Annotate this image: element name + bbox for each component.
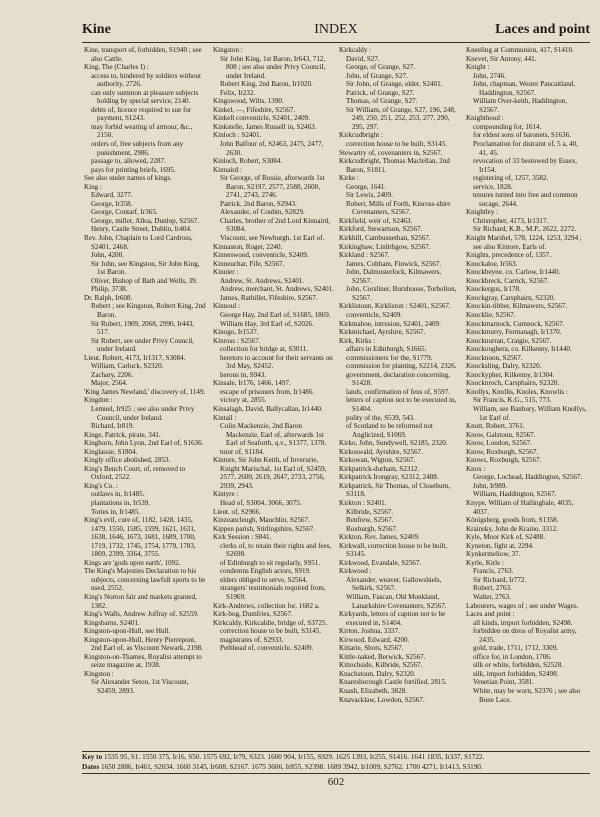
- index-entry: Königsberg, goods from, S1358.: [466, 516, 559, 525]
- index-entry: for eldest sons of baronets, S1636.: [473, 131, 571, 140]
- index-entry: Viscount, see Newburgh, 1st Earl of.: [220, 234, 325, 243]
- index-entry: Kirton, Joshua, 3337.: [339, 627, 400, 636]
- index-entry: Kingston-upon-Hull, Henry Pierrepont, 2nd Earl of, as Viscount Newark, 2198.: [84, 635, 203, 653]
- index-entry: Felix, Ir232.: [220, 88, 256, 97]
- index-entry: Robert King, 2nd Baron, Ir1020.: [220, 80, 313, 89]
- index-entry: service, 1828.: [473, 182, 513, 191]
- index-entry: Kirko, John, Sundywell, S2185, 2320.: [339, 439, 448, 448]
- index-entry: Kinkel, —, Fifeshire, S2567.: [213, 105, 296, 114]
- index-entry: Lemuel, Ir925 ; see also under Privy Council, under Ireland.: [91, 404, 195, 422]
- index-entry: Kirwood, Edward, 4200.: [339, 635, 410, 644]
- index-entry: Kyrle, Kirle :: [466, 558, 505, 567]
- index-entry: all kinds, import forbidden, S2498.: [473, 618, 573, 627]
- index-entry: heretors to account for their servants on 3rd May, S2452.: [220, 353, 333, 371]
- index-entry: Kirkpatrick Irongray, S2312, 2488.: [339, 473, 439, 482]
- index-entry: Sir Robert, 1909, 2068, 2990, Ir443, 517.: [91, 319, 195, 337]
- index-entry: Kine, transport of, forbidden, S1940 ; see also Cattle.: [84, 46, 202, 63]
- index-entry: Sir William, of Grange, S27, 196, 248, 249, 250, 251, 252, 253, 277, 290, 295, 297.: [346, 105, 456, 131]
- index-entry: Knockoughera, co. Kilkenny, Ir1440.: [466, 345, 572, 354]
- index-entry: James, Cobham, Finwick, S2567.: [346, 259, 442, 268]
- index-entry: George Hay, 2nd Earl of, S1685, 1869.: [220, 310, 331, 319]
- index-entry: Knockin-tibber, Kilmawers, S2567.: [466, 302, 568, 311]
- index-entry: King's Co. :: [84, 481, 118, 490]
- index-entry: Kinnier :: [213, 268, 239, 277]
- index-entry: Knox :: [466, 464, 486, 473]
- index-entry: Charles, brother of 2nd Lord Kinnaird, S3084.: [220, 216, 331, 234]
- index-entry: Knocknoon, S2567.: [466, 353, 523, 362]
- index-entry: Kingston :: [84, 669, 114, 678]
- index-entry: Kingswood, Wilts, 1390.: [213, 97, 284, 106]
- index-entry: Sir Francis, K.G., 515, 773.: [473, 396, 552, 405]
- index-entry: Kinsalagh, David, Ballycallan, Ir1440.: [213, 404, 323, 413]
- index-entry: White, may be worn, S2376 ; see also Bone Lace.: [473, 687, 581, 704]
- index-entry: Major, 2564.: [91, 379, 128, 388]
- index-entry: Laces and point :: [466, 610, 515, 619]
- index-entry: John, chapman, Wester Pancaitland, Haddington, S2567.: [473, 80, 576, 97]
- index-entry: Kintyre :: [213, 490, 239, 499]
- index-entry: George, of Grange, S27.: [346, 63, 416, 72]
- index-entry: Kirk-Andrews, collection for, 1682 a.: [213, 601, 320, 610]
- index-entry: King, The (Charles I) :: [84, 63, 149, 72]
- index-entry: Rev. John, Chaplain to Lord Cardross, S2401, 2468.: [84, 234, 193, 251]
- index-entry: Krainsky, John de Kraino, 3312.: [466, 524, 558, 533]
- index-entry: Knight Marshel, 578, 1224, 1253, 3294 ; see also Kintore, Earls of.: [466, 234, 582, 251]
- index-entry: Know, Loudon, S2567.: [466, 439, 532, 448]
- index-entry: Knockmarnock, Cumnock, S2567.: [466, 319, 565, 328]
- index-entry: Richard, Ir819.: [91, 422, 135, 431]
- index-entry: Knockergus, Ir178.: [466, 285, 521, 294]
- index-entry: Kirkcaldy, Kirkcaldie, bridge of, S3725.: [213, 618, 328, 627]
- index-entry: Kirkford, Stewartson, S2567.: [339, 225, 423, 234]
- index-entry: Kirkwall, correction house to be built, S3145.: [339, 541, 448, 559]
- index-entry: Kilbride, S2567.: [346, 507, 394, 516]
- index-column-2: [213, 46, 335, 653]
- index-entry: William Hay, 3rd Earl of, S2026.: [220, 319, 314, 328]
- index-entry: Alexander, of Coubin, S2829.: [220, 208, 305, 217]
- index-entry: Head of, S3004, 3066, 3075.: [220, 498, 302, 507]
- index-entry: Know, Roxburgh, S2567.: [466, 447, 539, 456]
- index-entry: Kinghorn, John Lyon, 2nd Earl of, S1636.: [84, 439, 204, 448]
- index-entry: Kinge, Patrick, pirate, 341.: [84, 430, 161, 439]
- index-entry: Lieut. of, S2966.: [213, 507, 261, 516]
- index-entry: Kirklistoun, Kirkliston : S2401, S2567.: [339, 302, 451, 311]
- index-entry: Kirkinghaw, Linlithgow, S2567.: [339, 242, 431, 251]
- index-entry: affairs in Edinburgh, S1665.: [346, 345, 427, 354]
- key-to-dates-row: [82, 752, 590, 762]
- index-entry: Christopher, 4173, Ir1317.: [473, 216, 549, 225]
- index-entry: Kirke :: [339, 174, 359, 183]
- index-entry: Colin Mackenzie, 2nd Baron Mackenzie, Earl of, afterwards 1st Earl of Seaforth, q.v., S1377, 1378.: [220, 422, 327, 448]
- index-entry: William, Fascan, Old Monkland, Lanarkshire Covenanters, S2567.: [346, 593, 447, 610]
- index-entry: Kinzeancleugh, Mauchlin, S2567.: [213, 516, 310, 525]
- index-entry: correction house to be built, S3145.: [346, 140, 448, 149]
- header-left: Kine: [82, 22, 111, 37]
- index-entry: passage to, allowed, 2287.: [91, 157, 166, 166]
- index-entry: 'King James Newland,' discovery of, 1149.: [84, 387, 206, 396]
- index-entry: Knachstoun, Dalry, S2320.: [339, 669, 416, 678]
- index-entry: access to, hindered by soldiers without authority, 2726.: [91, 71, 201, 89]
- index-entry: Sir John, see Kingston, Sir John King, 1st Baron.: [91, 259, 200, 277]
- index-entry: outlaws in, Ir1485.: [91, 490, 145, 499]
- index-entry: Knightley :: [466, 208, 499, 217]
- index-entry: Sir Robert, see under Privy Council, under Ireland.: [91, 336, 195, 354]
- index-entry: Kirkowan, Wigton, S2567.: [339, 456, 416, 465]
- index-entry: Kinkell conventicle, S2401, 2409.: [213, 114, 310, 123]
- index-entry: William, see Banbury, William Knollys, 1st Earl of.: [473, 404, 587, 422]
- index-entry: Kirk, Kirks :: [339, 336, 376, 345]
- index-entry: George, Lochead, Haddington, S2567.: [473, 473, 583, 482]
- index-entry: Knaresborough Castle fortified, 2815.: [339, 678, 447, 687]
- index-entry: polity of the, S539, 543.: [346, 413, 415, 422]
- key-label: Key to: [82, 753, 103, 761]
- index-entry: King's evil, cure of, 1182, 1428, 1435, 1479, 1550, 1585, 1599, 1621, 1631, 1638, 1646, 1673, 1681, 1689, 1700, 1719, 1732, 1745, 1754, 1779, 1783, 1809, 2399, 3364, 3755.: [84, 516, 196, 559]
- index-entry: Kirkcaldy :: [339, 46, 372, 54]
- index-entry: Knott, Robert, 3761.: [466, 422, 525, 431]
- index-entry: Know, Galstoun, S2567.: [466, 430, 536, 439]
- index-entry: Kinglassie, S1804.: [84, 447, 138, 456]
- index-entry: Sir George, of Rossie, afterwards 1st Baron, S2197, 2577, 2588, 2600, 2741, 2743, 2746.: [220, 174, 325, 200]
- index-entry: Knows, Roxburgh, S2567.: [466, 456, 542, 465]
- index-entry: Alexander, weaver, Gallowshiels, Selkirk, S2567.: [346, 575, 442, 593]
- index-entry: Kirkmahoe, intrusion, S2401, 2409.: [339, 319, 441, 328]
- index-entry: Pethhead of, conventicle, S2409.: [220, 644, 314, 653]
- index-entry: George, Ir358.: [91, 199, 133, 208]
- index-entry: lands, confirmation of feus of, S597.: [346, 387, 451, 396]
- index-entry: Knights, precedence of, 1357.: [466, 251, 552, 260]
- index-entry: Kinnaston, Roger, 2240.: [213, 242, 283, 251]
- page-number: 602: [327, 776, 345, 788]
- index-entry: Edward, 3277.: [91, 191, 133, 200]
- index-entry: silk, import forbidden, S2498.: [473, 669, 559, 678]
- index-entry: Kintore, Sir John Keith, of Inverurie, Knight Marischal, 1st Earl of, S2459, 2577, 2600, 2619, 2647, 2733, 2756, 2939, 2943.: [213, 456, 327, 490]
- index-entry: Kneeling at Communion, 417, S1410.: [466, 46, 574, 54]
- index-entry: herons in, S943.: [220, 370, 267, 379]
- index-entry: commissioners for the, S1779.: [346, 353, 433, 362]
- index-entry: King's Norton fair and markets granted, 1382.: [84, 593, 197, 610]
- index-entry: registering of, 1257, 3582.: [473, 174, 549, 183]
- index-entry: Knocksling, Dalry, S2320.: [466, 362, 542, 371]
- index-entry: Kyneton, fight at, 2294.: [466, 541, 534, 550]
- index-entry: may forbid wearing of armour, &c., 2150.: [91, 122, 193, 140]
- index-entry: forbidden on dress of Royalist army, 2435.: [473, 627, 577, 644]
- index-column-4: [466, 46, 588, 704]
- index-entry: plantations in, Ir539.: [91, 498, 151, 507]
- index-entry: George, Contarf, Ir365.: [91, 208, 158, 217]
- index-entry: Kirk Session : S841.: [213, 533, 272, 542]
- index-entry: See also under names of kings.: [84, 174, 172, 183]
- index-entry: Kinloch, Robert, S3084.: [213, 157, 283, 166]
- index-entry: Lieut. Robert, 4173, Ir1317, S3084.: [84, 353, 186, 362]
- index-entry: Dr. Ralph, Ir608.: [84, 293, 133, 302]
- index-entry: James, Rathillet, Fifeshire, S2567.: [220, 293, 318, 302]
- index-entry: Kinogo, Ir1537.: [213, 328, 259, 337]
- index-entry: Thomas, of Grange, S27.: [346, 97, 418, 106]
- index-entry: John, 4200.: [91, 251, 124, 260]
- index-entry: Robert ; see Kingston, Robert King, 2nd Baron.: [91, 302, 206, 319]
- index-entry: office for, in London, 1706.: [473, 652, 552, 661]
- index-entry: Stewartry of, covenanters in, S2567.: [339, 148, 443, 157]
- index-entry: William Over-keith, Haddington, S2567.: [473, 97, 568, 114]
- page-header: [82, 22, 590, 44]
- index-entry: Knash, Elizabeth, 3828.: [339, 687, 407, 696]
- index-column-3: [339, 46, 461, 704]
- index-entry: Kinnoul :: [213, 302, 240, 311]
- index-entry: Kingly office abolished, 2853.: [84, 456, 171, 465]
- index-entry: clerks of, to retain their rights and fees, S2698.: [220, 541, 332, 559]
- index-entry: debts of, licence required to sue for payment, S1243.: [91, 105, 192, 123]
- index-entry: Kynkermeliow, 37.: [466, 550, 521, 559]
- index-entry: David, S27.: [346, 54, 380, 63]
- index-entry: Tories in, Ir1485.: [91, 507, 141, 516]
- index-entry: Knockgray, Carsphairn, S2320.: [466, 293, 556, 302]
- index-entry: Kirkhill, Cambusnethan, S2567.: [339, 234, 431, 243]
- index-entry: King's Bench Court, of, removed to Oxford, 2522.: [84, 464, 186, 482]
- index-entry: conventicle, S2409.: [346, 310, 403, 319]
- index-entry: Kinloch : S2401.: [213, 131, 262, 140]
- index-entry: commission for planting, S2214, 2326.: [346, 362, 457, 371]
- index-entry: Sir John King, 1st Baron, Ir643, 712, 808 ; see also under Privy Council, under Ireland.: [220, 54, 326, 80]
- index-entry: Kinneswood, conventicle, S2409.: [213, 251, 309, 260]
- index-entry: orders of, free subjects from any punishment, 2986.: [91, 140, 184, 157]
- index-entry: Kittochside, Kilbride, S2567.: [339, 661, 423, 670]
- index-entry: Kingston-upon-Hull, see Hull.: [84, 627, 171, 636]
- index-entry: Robert, Mills of Forth, Kinross-shire Covenanters, S2567.: [346, 199, 451, 217]
- index-entry: strangers' testimonials required from, S1969.: [220, 584, 326, 601]
- index-entry: John, Ir989.: [473, 481, 508, 490]
- index-entry: collection for bridge at, S3011.: [220, 345, 308, 354]
- index-entry: Patrick, of Grange, S27.: [346, 88, 415, 97]
- index-entry: Knight :: [466, 63, 490, 72]
- index-entry: King's Walls, Andrew Joffray of, S2559.: [84, 610, 199, 619]
- index-entry: John, Dalmusterlock, Kilmawers, S2567.: [346, 268, 442, 285]
- index-entry: William, Carluck, S2320.: [91, 362, 164, 371]
- index-entry: escape of prisoners from, Ir1486.: [220, 387, 315, 396]
- index-entry: Kippen parish, Stirlingshire, S2567.: [213, 524, 316, 533]
- index-entry: Walter, 2763.: [473, 593, 511, 601]
- index-entry: Knocklie, S2567.: [466, 310, 516, 319]
- index-entry: Sir Alexander Seton, 1st Viscount, S2459, 2893.: [91, 678, 189, 696]
- index-entry: Kirkland : S2567.: [339, 251, 390, 260]
- index-entry: Knollys, Knollis, Knoles, Knowlis :: [466, 387, 568, 396]
- index-entry: can only summon at pleasure subjects holding by special service, 2140.: [91, 88, 199, 106]
- index-entry: The King's Majesties Declaration to his subjects, concerning lawfull sports to be used, 2552.: [84, 567, 206, 593]
- index-entry: Kirkpatrick-durham, S2312.: [339, 464, 420, 473]
- index-entry: Kingston-on-Thames, Royalist attempt to seize magazine at, 1938.: [84, 652, 202, 670]
- index-entry: Kinsale, Ir176, 1466, 1497.: [213, 379, 291, 388]
- index-entry: Knockbeyne, co. Carlow, Ir1440.: [466, 268, 561, 277]
- index-entry: Knockypher, Kilkenny, Ir1304.: [466, 370, 555, 379]
- index-entry: George, miller, Alloa, Dunlop, S2567.: [91, 216, 200, 225]
- index-entry: John, of Grange, S27.: [346, 71, 408, 80]
- index-entry: Philip, 3738.: [91, 285, 128, 294]
- index-entry: Knighthood :: [466, 114, 504, 123]
- index-entry: government, declaration concerning, S1428.: [346, 370, 450, 388]
- index-entry: tenures turned into free and common socage, 2644.: [473, 191, 578, 208]
- index-entry: Renfrew, S2567.: [346, 516, 394, 525]
- index-entry: John, Corsliner, Burnhouse, Torbolton, S2567.: [346, 285, 457, 302]
- index-entry: Oliver, Bishop of Bath and Wells, 39.: [91, 276, 198, 285]
- index-entry: Kirkyards, letters of caption not to be executed in, S1404.: [339, 610, 446, 627]
- index-entry: Sir Richard, K.B., M.P., 2622, 2272.: [473, 225, 577, 234]
- index-entry: of Edinburgh to sit regularly, S951.: [220, 558, 321, 567]
- index-entry: Venetian Point, 3581.: [473, 678, 535, 687]
- index-entry: King :: [84, 182, 102, 191]
- index-entry: letters of caption not to be executed in, S1404.: [346, 396, 457, 413]
- index-entry: Sir Lewis, 2409.: [346, 191, 393, 200]
- index-entry: Proclamation for distraint of, 5 a, 40, 41, 45.: [473, 140, 579, 157]
- index-entry: Kirkmichael, Ayrshire, S2567.: [339, 328, 426, 337]
- index-entry: Henry, Castle Street, Dublin, Ir404.: [91, 225, 192, 234]
- index-entry: Kirkton : S2401.: [339, 498, 387, 507]
- index-entry: Knockbreck, Carrick, S2567.: [466, 276, 549, 285]
- index-entry: Kittle-naked, Berwick, S2567.: [339, 652, 426, 661]
- index-entry: Knevet, Sir Antony, 441.: [466, 54, 537, 63]
- header-rule: [82, 42, 590, 43]
- index-entry: Kirkcudbright :: [339, 131, 383, 140]
- index-entry: condemns English actors, S919.: [220, 567, 311, 576]
- key-text: 1535 95, S1. 1550 375, Ir16, S50. 1575 692, Ir79, S323. 1600 904, Ir155, S929. 1625 1393, Ir255, S1416. 1641 1835, Ir337, S1722.: [103, 753, 485, 761]
- index-entry: Kingdon :: [84, 396, 113, 405]
- dates-row: [82, 762, 590, 772]
- index-entry: silk or white, forbidden, S2528.: [473, 661, 564, 670]
- index-entry: correction house to be built, S3145.: [220, 627, 322, 636]
- index-entry: Knype, William of Hallingbale, 4035, 4037.: [466, 498, 574, 516]
- index-entry: Kintail :: [213, 413, 237, 422]
- dates-label: Dates: [82, 763, 100, 771]
- index-entry: Robert, 2763.: [473, 584, 512, 593]
- index-entry: Zachary, 2206.: [91, 370, 134, 379]
- header-right: Laces and point: [495, 22, 590, 37]
- index-entry: Kinross : S2567.: [213, 336, 261, 345]
- index-entry: victory at, 2855.: [220, 396, 267, 405]
- index-entry: Kirkwood, Evandale, S2567.: [339, 558, 422, 567]
- index-entry: George, 1641.: [346, 182, 387, 191]
- index-entry: Kinneuchar, Fife, S2567.: [213, 259, 285, 268]
- index-entry: revocation of 33 bestowed by Essex, Ir154.: [473, 157, 578, 174]
- index-entry: Knocknurran, Craigie, S2567.: [466, 336, 552, 345]
- index-entry: compounding for, 1614.: [473, 122, 542, 131]
- index-entry: pays for printing briefs, 1695.: [91, 165, 176, 174]
- index-entry: tutor of, S1184.: [220, 447, 265, 456]
- index-entry: Andrew, merchant, St. Andrews, S2401.: [220, 285, 335, 294]
- index-entry: Kingsbarns, S2401.: [84, 618, 140, 627]
- index-entry: Knockmurry, Fermanagh, Ir1370.: [466, 328, 562, 337]
- index-entry: magistrates of, S2933.: [220, 635, 284, 644]
- index-entry: Knockaloe, Ir563.: [466, 259, 518, 268]
- index-entry: Kirk-bog, Dumfries, S2567.: [213, 610, 293, 619]
- index-entry: John, 2746.: [473, 71, 506, 80]
- index-entry: Kittarie, Shots, S2567.: [339, 644, 404, 653]
- index-entry: of Scotland to be reformed not Anglicized, S1069.: [346, 422, 433, 439]
- dates-text: 1650 2886, Ir461, S2034. 1660 3145, Ir608, S2167. 1675 3606, Ir855, S2398. 1689 3942, Ir1009, S2762. 1700 4271, Ir1413, S3190.: [100, 763, 483, 771]
- index-entry: gold, trade, 1711, 1712, 3309.: [473, 644, 559, 653]
- index-entry: John Balfour of, S2463, 2475, 2477, 2630.: [220, 140, 324, 157]
- index-entry: Kirkfield, weir of, S2463.: [339, 216, 413, 225]
- index-entry: Kinkstelle, James Russell in, S2463.: [213, 122, 317, 131]
- index-entry: Andrew, St. Andrews, S2401.: [220, 276, 305, 285]
- index-entry: Kirkpatrick, Sir Thomas, of Closeburn, S3118.: [339, 481, 451, 499]
- index-entry: Francis, 2763.: [473, 567, 514, 576]
- index-entry: Roxburgh, S2567.: [346, 524, 398, 533]
- index-entry: Kingston :: [213, 46, 243, 54]
- index-entry: Kirkoswald, Ayrshire, S2567.: [339, 447, 423, 456]
- index-entry: Patrick, 2nd Baron, S2943.: [220, 199, 297, 208]
- index-entry: Kings are 'gods upon earth', 1092.: [84, 558, 181, 567]
- index-entry: Sir John, of Grange, elder, S2401.: [346, 80, 443, 89]
- index-entry: Labourers, wages of ; see under Wages.: [466, 601, 579, 610]
- index-entry: Kirkwood :: [339, 567, 372, 576]
- index-entry: Kinnaird :: [213, 165, 242, 174]
- header-center: INDEX: [314, 22, 358, 37]
- index-column-1: [84, 46, 206, 696]
- index-entry: Knavacklaw, Lowdon, S2567.: [339, 695, 425, 704]
- index-entry: William, Haddington, S2567.: [473, 490, 557, 499]
- index-entry: Sir Richard, Ir772.: [473, 575, 527, 584]
- index-entry: Kirkton, Rev. James, S2409.: [339, 533, 420, 542]
- index-entry: Knocknroch, Carsphairn, S2320.: [466, 379, 560, 388]
- index-entry: elders obliged to serve, S2564.: [220, 575, 308, 584]
- footer-rule-bottom: [82, 773, 590, 774]
- index-entry: Kirkcudbright, Thomas Maclellan, 2nd Baron, S1811.: [339, 157, 450, 174]
- index-entry: Kyle, Moor Kirk of, S2488.: [466, 533, 546, 542]
